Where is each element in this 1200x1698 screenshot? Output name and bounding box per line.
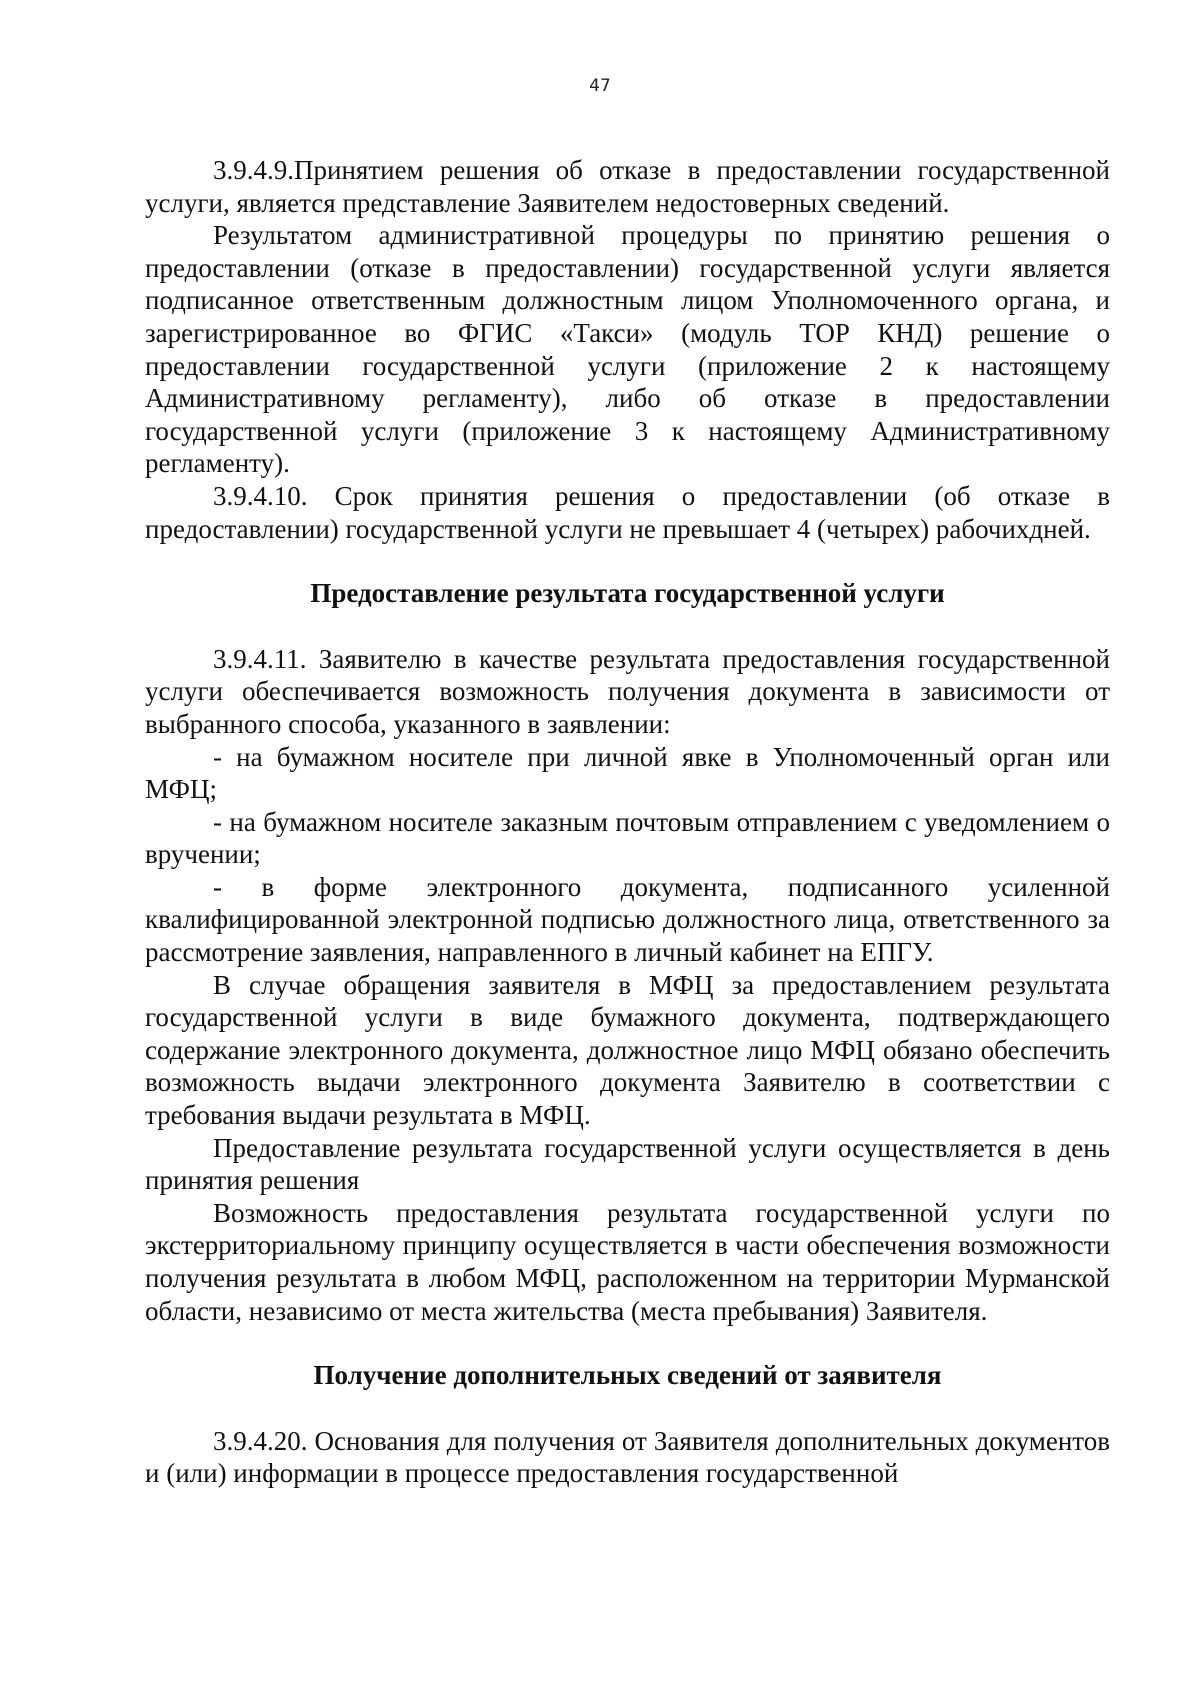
document-body — [145, 154, 1110, 1490]
paragraph: 3.9.4.20. Основания для получения от Заявителя дополнительных документов и (или) информации в процессе предоставления государственной — [145, 1425, 1110, 1489]
paragraph: 3.9.4.11. Заявителю в качестве результата предоставления государственной услуги обеспечивается возможность получения документа в зависимости от выбранного способа, указанного в заявлении: — [145, 643, 1110, 739]
paragraph: Результатом административной процедуры по принятию решения о предоставлении (отказе в предоставлении) государственной услуги является подписанное ответственным должностным лицом Уполномоченного органа, и зарегистрированное во ФГИС «Такси» (модуль ТОР КНД) решение о предоставлении государственной услуги (приложение 2 к настоящему Административному регламенту), либо об отказе в предоставлении государственной услуги (приложение 3 к настоящему Административному регламенту). — [145, 220, 1110, 479]
list-item: - на бумажном носителе заказным почтовым отправлением с уведомлением о вручении; — [145, 806, 1110, 870]
section-heading: Получение дополнительных сведений от заявителя — [313, 1360, 942, 1391]
list-item: - на бумажном носителе при личной явке в Уполномоченный орган или МФЦ; — [145, 741, 1110, 805]
paragraph: Возможность предоставления результата государственной услуги по экстерриториальному принципу осуществляется в части обеспечения возможности получения результата в любом МФЦ, расположенном на территории Мурманской области, независимо от места жительства (места пребывания) Заявителя. — [145, 1197, 1110, 1326]
list-item: - в форме электронного документа, подписанного усиленной квалифицированной электронной подписью должностного лица, ответственного за рассмотрение заявления, направленного в личный кабинет на ЕПГУ. — [145, 871, 1110, 968]
paragraph: В случае обращения заявителя в МФЦ за предоставлением результата государственной услуги в виде бумажного документа, подтверждающего содержание электронного документа, должностное лицо МФЦ обязано обеспечить возможность выдачи электронного документа Заявителю в соответствии с требования выдачи результата в МФЦ. — [145, 969, 1110, 1131]
paragraph: 3.9.4.9.Принятием решения об отказе в предоставлении государственной услуги, является представление Заявителем недостоверных сведений. — [145, 155, 1110, 218]
page-number: 47 — [589, 76, 611, 96]
paragraph: Предоставление результата государственной услуги осуществляется в день принятия решения — [145, 1132, 1110, 1196]
section-heading: Предоставление результата государственной услуги — [310, 578, 945, 609]
paragraph: 3.9.4.10. Срок принятия решения о предоставлении (об отказе в предоставлении) государственной услуги не превышает 4 (четырех) рабочихдней. — [145, 480, 1110, 544]
